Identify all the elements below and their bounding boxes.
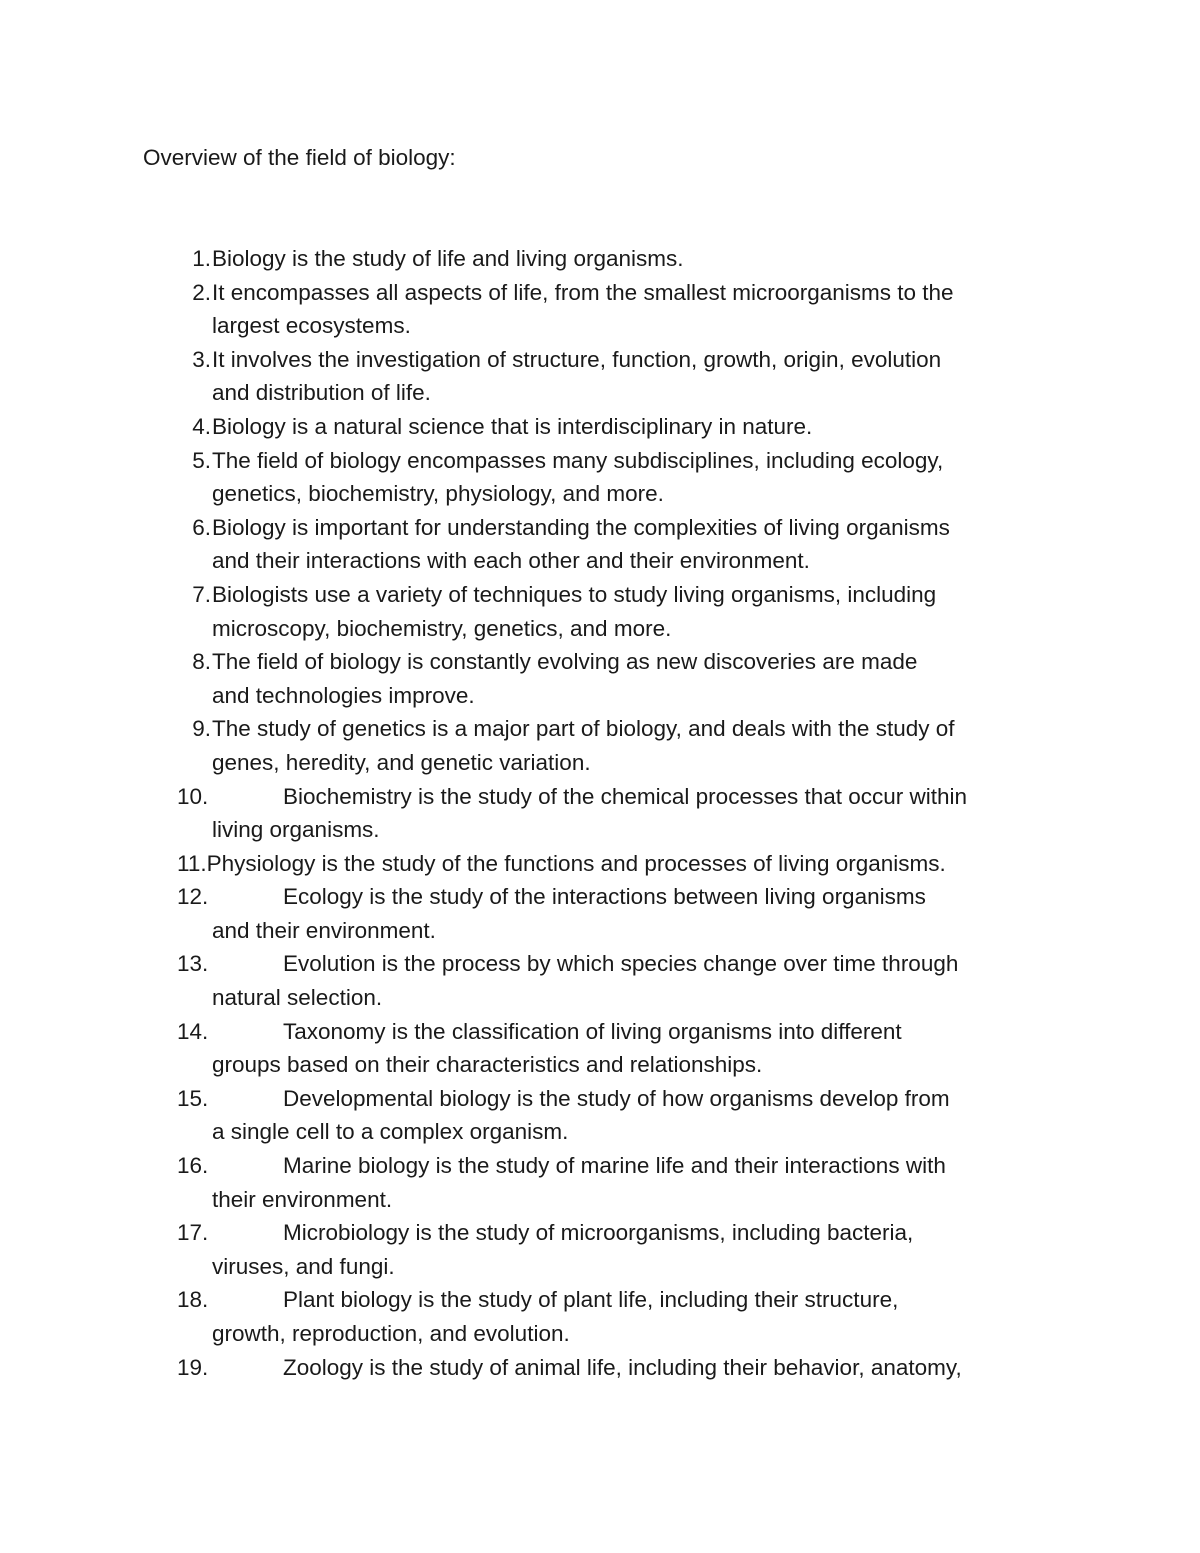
list-item-number: 7.	[192, 581, 211, 607]
list-item-text-continued: and distribution of life.	[212, 380, 431, 406]
list-item-number: 10.	[177, 783, 209, 809]
list-item	[0, 1351, 1200, 1385]
list-item-text-continued: groups based on their characteristics and relationships.	[212, 1052, 763, 1078]
list-item-text: The study of genetics is a major part of biology, and deals with the study of	[212, 716, 955, 742]
list-item-number: 14.	[177, 1018, 209, 1044]
list-item-number: 9.	[192, 716, 211, 742]
list-item-text: Zoology is the study of animal life, including their behavior, anatomy,	[283, 1354, 962, 1380]
list-item	[0, 511, 1200, 578]
list-item-text: Biology is the study of life and living organisms.	[212, 246, 684, 271]
list-item-number: 2.	[192, 279, 211, 305]
list-item	[0, 444, 1200, 511]
list-item-text: Physiology is the study of the functions and processes of living organisms.	[206, 850, 946, 876]
list-item	[0, 276, 1200, 343]
list-item-text: Biology is important for understanding the complexities of living organisms	[212, 514, 950, 540]
list-item-text-continued: microscopy, biochemistry, genetics, and more.	[212, 615, 672, 641]
list-item-text-continued: viruses, and fungi.	[212, 1253, 395, 1279]
list-item-number: 3.	[192, 346, 211, 372]
list-item-text-continued: and technologies improve.	[212, 682, 475, 708]
list-item	[0, 410, 1200, 444]
numbered-list	[0, 242, 1200, 1384]
list-item-text-continued: largest ecosystems.	[212, 313, 411, 339]
list-item-number: 17.	[177, 1220, 209, 1246]
list-item-number: 15.	[177, 1085, 209, 1111]
list-item	[0, 947, 1200, 1014]
list-item-text-continued: genes, heredity, and genetic variation.	[212, 749, 591, 775]
list-item-text: The field of biology is constantly evolving as new discoveries are made	[212, 649, 918, 675]
list-item-number: 16.	[177, 1153, 209, 1179]
list-item-number: 8.	[192, 649, 211, 675]
list-item-text: The field of biology encompasses many subdisciplines, including ecology,	[212, 447, 944, 473]
list-item	[0, 1216, 1200, 1283]
list-item-text: Microbiology is the study of microorganisms, including bacteria,	[283, 1220, 914, 1246]
list-item-text-continued: and their interactions with each other and their environment.	[212, 548, 810, 574]
list-item-number: 4.	[192, 413, 211, 439]
list-item-number: 11.	[177, 850, 207, 876]
list-item-number: 5.	[192, 447, 211, 473]
list-item-text: Plant biology is the study of plant life, including their structure,	[283, 1287, 899, 1313]
list-item	[0, 1283, 1200, 1350]
list-item	[0, 880, 1200, 947]
list-item-number: 1.	[192, 246, 211, 271]
list-item	[0, 645, 1200, 712]
list-item-number: 19.	[177, 1354, 209, 1380]
list-item-number: 18.	[177, 1287, 209, 1313]
document-heading: Overview of the field of biology:	[143, 145, 456, 170]
list-item	[0, 1149, 1200, 1216]
list-item	[0, 1082, 1200, 1149]
list-item-text: Biologists use a variety of techniques to study living organisms, including	[212, 581, 937, 607]
list-item-text: Taxonomy is the classification of living organisms into different	[283, 1018, 902, 1044]
list-item-text-continued: living organisms.	[212, 817, 380, 843]
list-item-text-continued: their environment.	[212, 1186, 393, 1212]
list-item	[0, 343, 1200, 410]
list-item-number: 6.	[192, 514, 211, 540]
list-item-number: 12.	[177, 884, 209, 910]
list-item-text: Biology is a natural science that is interdisciplinary in nature.	[212, 413, 813, 439]
list-item-text-continued: natural selection.	[212, 985, 383, 1011]
list-item-text: Marine biology is the study of marine life and their interactions with	[283, 1153, 946, 1179]
list-item-text: It involves the investigation of structure, function, growth, origin, evolution	[212, 346, 942, 372]
list-item-text: It encompasses all aspects of life, from the smallest microorganisms to the	[212, 279, 954, 305]
list-item-text: Developmental biology is the study of how organisms develop from	[283, 1085, 950, 1111]
list-item-text: Biochemistry is the study of the chemical processes that occur within	[283, 783, 968, 809]
list-item	[0, 847, 1200, 881]
list-item	[0, 578, 1200, 645]
list-item	[0, 1015, 1200, 1082]
list-item	[0, 242, 1200, 276]
list-item	[0, 712, 1200, 779]
list-item-text-continued: a single cell to a complex organism.	[212, 1119, 569, 1145]
list-item-text: Ecology is the study of the interactions between living organisms	[283, 884, 926, 910]
list-item-number: 13.	[177, 951, 209, 977]
list-item-text-continued: growth, reproduction, and evolution.	[212, 1321, 570, 1346]
list-item-text-continued: genetics, biochemistry, physiology, and more.	[212, 481, 664, 507]
list-item-text: Evolution is the process by which species change over time through	[283, 951, 959, 977]
list-item-text-continued: and their environment.	[212, 917, 436, 943]
list-item	[0, 780, 1200, 847]
